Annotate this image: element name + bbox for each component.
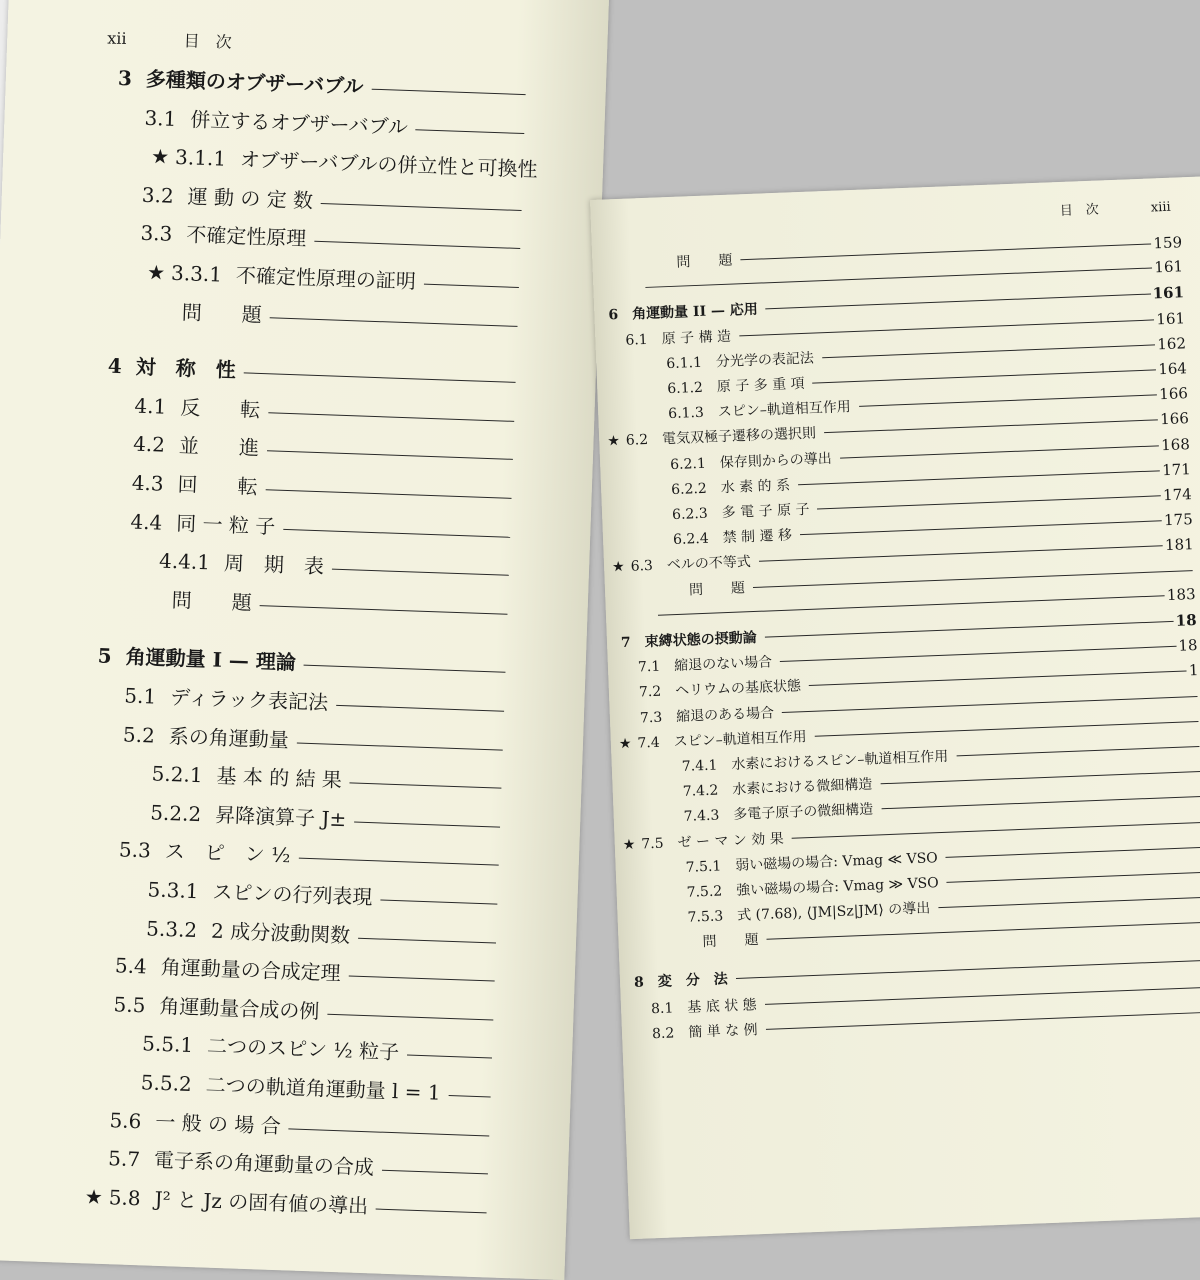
toc-leader-line: [314, 241, 520, 249]
toc-leader-line: [289, 1128, 490, 1136]
toc-leader-line: [813, 369, 1157, 383]
toc-leader-line: [946, 847, 1200, 858]
toc-leader-line: [792, 822, 1200, 839]
toc-entry-page: 18: [1178, 636, 1198, 655]
star-icon: ★: [619, 736, 632, 752]
toc-entry: [106, 1181, 487, 1223]
toc-entry-page: 181: [1165, 535, 1194, 554]
star-icon: ★: [147, 260, 166, 285]
toc-entry-title: 不確定性原理の証明: [236, 259, 417, 294]
toc-entry-number: 5.3: [119, 838, 152, 863]
toc-entry-title: J² と Jz の固有値の導出: [154, 1183, 369, 1219]
toc-entry-title: 禁 制 遷 移: [722, 525, 792, 548]
toc-entry: [140, 217, 521, 259]
toc-leader-line: [822, 344, 1156, 358]
left-page-header: [107, 25, 232, 52]
toc-entry-title: 併立するオブザーバブル: [190, 103, 408, 140]
toc-entry-title: 問 題: [689, 577, 746, 599]
toc-entry-title: ディラック表記法: [170, 681, 329, 715]
toc-leader-line: [260, 605, 508, 615]
toc-entry-title: 問 題: [181, 296, 262, 328]
toc-entry: [109, 1104, 490, 1146]
right-page-header: [1059, 196, 1171, 219]
toc-entry-number: 5.4: [115, 953, 148, 978]
toc-entry-title: 水素におけるスピン–軌道相互作用: [731, 746, 949, 774]
toc-leader-line: [938, 897, 1200, 908]
toc-entry: [130, 505, 511, 547]
toc-leader-line: [798, 470, 1160, 485]
toc-entry-title: ヘリウムの基底状態: [675, 676, 802, 701]
toc-leader-line: [350, 783, 502, 789]
toc-leader-line: [298, 858, 498, 866]
toc-leader-line: [859, 395, 1158, 407]
toc-entry-title: 角運動量 II — 応用: [632, 299, 758, 324]
toc-leader-line: [765, 987, 1200, 1005]
toc-entry-title: 昇降演算子 J±: [215, 798, 347, 832]
toc-leader-line: [740, 243, 1151, 260]
toc-entry-title: 2 成分波動関数: [211, 914, 351, 948]
toc-entry-number: 6.2.3: [672, 506, 708, 523]
toc-entry-page: 166: [1160, 410, 1189, 429]
toc-leader-line: [766, 1012, 1200, 1030]
toc-entry-number: 6.1.3: [668, 405, 704, 422]
toc-entry-number: 6.2.4: [673, 531, 709, 548]
toc-entry-title: スピンの行列表現: [212, 876, 373, 911]
star-icon: ★: [151, 144, 170, 169]
toc-leader-line: [297, 742, 503, 750]
toc-entry-title: 多 電 子 原 子: [721, 499, 810, 522]
toc-entry-number: 7.2: [639, 684, 662, 701]
toc-entry-page: 18: [1175, 611, 1197, 630]
left-page-number: xii: [107, 28, 127, 48]
toc-entry-number: 4.4: [130, 509, 163, 534]
toc-entry: [146, 912, 497, 953]
toc-entry-number: 3: [118, 66, 133, 90]
toc-entry-title: 問 題: [171, 584, 252, 616]
toc-entry-page: 166: [1159, 384, 1188, 403]
toc-entry-title: 原 子 構 造: [661, 325, 731, 348]
toc-entry-title: 縮退のある場合: [676, 702, 775, 726]
star-icon: ★: [84, 1184, 103, 1209]
toc-leader-line: [407, 1055, 492, 1059]
left-page-header-title: 目 次: [183, 28, 232, 53]
toc-leader-line: [780, 646, 1176, 662]
toc-entry-title: 運 動 の 定 数: [187, 180, 313, 213]
toc-leader-line: [645, 268, 1152, 288]
toc-entry: [144, 101, 525, 143]
right-toc-list: [590, 175, 1200, 200]
toc-entry-title: 多電子原子の微細構造: [733, 799, 874, 824]
toc-entry-title: 問 題: [702, 929, 759, 951]
toc-entry-number: 5.3.1: [147, 877, 199, 903]
toc-entry-number: 7: [621, 635, 631, 651]
toc-entry-number: 7.5.1: [685, 858, 721, 875]
toc-entry-title: スピン–軌道相互作用: [717, 396, 851, 421]
toc-entry-title: 回 転: [177, 468, 258, 500]
toc-entry-page: 159: [1153, 233, 1182, 252]
toc-leader-line: [267, 451, 513, 461]
toc-entry-title: 原 子 多 重 項: [716, 373, 805, 396]
toc-entry-number: 6.3: [630, 558, 653, 575]
toc-leader-line: [759, 546, 1163, 563]
toc-entry-number: 5.1: [124, 683, 157, 708]
toc-entry-page: 174: [1163, 485, 1192, 504]
toc-entry-number: 4.2: [133, 432, 166, 457]
toc-entry-title: 問 題: [676, 250, 733, 272]
toc-entry-number: 3.1.1: [175, 145, 227, 171]
toc-leader-line: [956, 746, 1199, 756]
toc-entry-number: 3.3.1: [171, 261, 223, 287]
toc-entry-title: 基 底 状 態: [687, 994, 757, 1017]
toc-entry-title: 分光学の表記法: [716, 347, 815, 371]
toc-entry: [150, 796, 501, 837]
toc-leader-line: [283, 528, 510, 537]
toc-leader-line: [327, 1014, 493, 1021]
right-page-number: xiii: [1151, 200, 1171, 216]
star-icon: ★: [612, 559, 625, 575]
toc-leader-line: [753, 570, 1193, 588]
toc-leader-line: [244, 373, 516, 383]
toc-entry-page: 183: [1167, 585, 1196, 604]
toc-entry-title: 縮退のない場合: [674, 652, 773, 676]
toc-entry-number: 6.2.2: [671, 481, 707, 498]
toc-entry-number: 5.5: [113, 992, 146, 1017]
toc-leader-line: [881, 796, 1200, 809]
toc-entry-title: 水素における微細構造: [732, 774, 873, 799]
toc-leader-line: [840, 445, 1160, 458]
toc-entry: [117, 62, 526, 105]
toc-entry: [159, 545, 510, 586]
toc-entry-number: 7.5.2: [686, 883, 722, 900]
toc-leader-line: [815, 721, 1199, 737]
toc-entry-number: 7.4.1: [682, 758, 718, 775]
toc-leader-line: [767, 922, 1200, 940]
toc-entry-title: ベルの不等式: [667, 551, 752, 574]
toc-entry-title: 二つの軌道角運動量 l = 1: [205, 1069, 441, 1106]
toc-entry: [113, 988, 494, 1030]
toc-entry-title: 角運動量 I — 理論: [125, 641, 296, 676]
toc-leader-line: [766, 294, 1151, 310]
toc-leader-line: [382, 1170, 488, 1175]
toc-entry-number: 7.4: [637, 735, 660, 752]
toc-entry: [173, 141, 524, 182]
toc-leader-line: [332, 569, 509, 576]
toc-entry-number: 4.1: [134, 393, 167, 418]
toc-leader-line: [947, 872, 1200, 883]
toc-entry-page: 168: [1161, 435, 1190, 454]
toc-leader-line: [765, 621, 1174, 638]
toc-leader-line: [371, 89, 525, 95]
toc-leader-line: [739, 319, 1154, 336]
toc-leader-line: [268, 412, 514, 422]
toc-entry-number: 5.3.2: [146, 916, 198, 942]
toc-entry-title: 多種類のオブザーバブル: [145, 63, 363, 100]
toc-entry-title: スピン–軌道相互作用: [673, 726, 807, 751]
toc-entry-title: 角運動量の合成定理: [160, 951, 341, 986]
toc-entry: [115, 949, 496, 991]
toc-entry-number: 7.4.3: [683, 808, 719, 825]
toc-entry-number: 4: [107, 354, 122, 378]
toc-entry: [133, 428, 514, 470]
toc-entry-title: 水 素 的 系: [720, 474, 790, 497]
toc-entry: [131, 467, 512, 509]
toc-entry: [119, 834, 500, 876]
toc-entry-title: 一 般 の 場 合: [155, 1105, 281, 1138]
toc-entry-number: 5.2.1: [151, 762, 203, 788]
toc-entry: [142, 1028, 493, 1069]
star-icon: ★: [622, 836, 635, 852]
toc-leader-line: [424, 284, 519, 288]
toc-entry-number: 6.1.2: [667, 380, 703, 397]
toc-entry-title: 並 進: [179, 430, 260, 462]
toc-leader-line: [736, 959, 1200, 978]
toc-entry: [97, 640, 506, 683]
toc-entry-title: 電気双極子遷移の選択則: [662, 423, 817, 449]
toc-entry-number: 6.2: [626, 432, 649, 449]
right-page-header-title: 目 次: [1059, 198, 1099, 218]
toc-entry-title: 不確定性原理: [186, 219, 307, 252]
toc-entry: [123, 718, 504, 760]
toc-entry-title: 同 一 粒 子: [176, 507, 276, 539]
toc-entry-number: 8.1: [651, 1000, 674, 1017]
toc-entry-title: 束縛状態の摂動論: [644, 627, 757, 651]
toc-entry: [134, 389, 515, 431]
toc-entry-title: 強い磁場の場合: Vmag ≫ VSO: [736, 872, 939, 900]
toc-entry-number: 7.5.3: [687, 909, 723, 926]
toc-entry-page: 171: [1162, 460, 1191, 479]
toc-entry-number: 7.3: [640, 709, 663, 726]
toc-entry-title: 二つのスピン ½ 粒子: [207, 1030, 400, 1066]
toc-entry-number: 5.2.2: [150, 800, 202, 826]
toc-entry-number: 3.2: [141, 183, 174, 208]
toc-entry: [107, 350, 516, 393]
toc-entry-number: 5.5.2: [140, 1070, 192, 1096]
toc-entry-number: 6.1: [625, 331, 648, 348]
toc-entry: [167, 295, 518, 336]
toc-entry: [141, 179, 522, 221]
toc-entry-title: 周 期 表: [224, 547, 325, 579]
toc-entry-title: 対 称 性: [135, 351, 236, 383]
toc-leader-line: [380, 899, 497, 904]
toc-entry-number: 5.2: [123, 722, 156, 747]
toc-entry-number: 6.2.1: [670, 455, 706, 472]
toc-leader-line: [880, 771, 1200, 784]
toc-entry-number: 7.5: [641, 835, 664, 852]
toc-leader-line: [416, 129, 525, 134]
toc-entry-number: 3.3: [140, 221, 173, 246]
toc-entry-page: 161: [1152, 284, 1184, 303]
toc-entry-page: 1: [1189, 661, 1199, 679]
toc-entry-number: 8.2: [652, 1025, 675, 1042]
star-icon: ★: [607, 433, 620, 449]
toc-entry: [151, 758, 502, 799]
toc-entry-title: ス ピ ン ½: [164, 835, 291, 868]
toc-entry-title: 系の角運動量: [168, 720, 289, 753]
toc-entry-title: 角運動量合成の例: [159, 990, 320, 1025]
toc-entry-number: 5.5.1: [142, 1032, 194, 1058]
toc-entry-number: 4.3: [131, 471, 164, 496]
toc-leader-line: [304, 665, 506, 673]
toc-entry-page: 161: [1154, 257, 1183, 276]
toc-entry-page: 161: [1156, 309, 1185, 328]
toc-leader-line: [321, 203, 522, 211]
toc-entry-title: ゼ ー マ ン 効 果: [677, 828, 784, 852]
toc-entry: [169, 257, 520, 298]
toc-entry: [124, 679, 505, 721]
toc-entry-title: 電子系の角運動量の合成: [154, 1144, 375, 1181]
toc-entry: [147, 873, 498, 914]
toc-entry-title: 保存則からの導出: [719, 448, 832, 472]
toc-leader-line: [270, 317, 518, 327]
toc-leader-line: [817, 495, 1161, 509]
toc-leader-line: [824, 420, 1158, 434]
toc-entry-number: 7.1: [638, 659, 661, 676]
toc-leader-line: [358, 937, 496, 943]
toc-entry: [140, 1066, 491, 1107]
toc-entry-title: 弱い磁場の場合: Vmag ≪ VSO: [735, 847, 938, 875]
toc-entry-number: 6: [608, 307, 618, 323]
toc-leader-line: [800, 520, 1162, 535]
toc-entry-number: 5.6: [109, 1108, 142, 1133]
toc-leader-line: [448, 1095, 490, 1097]
toc-leader-line: [782, 696, 1197, 713]
toc-entry-number: 8: [634, 974, 644, 990]
toc-entry-title: オブザーバブルの併立性と可換性: [240, 143, 538, 182]
toc-entry-title: 簡 単 な 例: [688, 1019, 758, 1042]
toc-entry-page: 175: [1164, 510, 1193, 529]
toc-entry-number: 4.4.1: [159, 549, 211, 575]
toc-leader-line: [658, 595, 1165, 615]
toc-entry-number: 5.7: [108, 1146, 141, 1171]
toc-entry-title: 変 分 法: [657, 968, 728, 991]
toc-leader-line: [265, 489, 511, 499]
toc-entry-number: 5: [97, 644, 112, 668]
toc-entry: [108, 1142, 489, 1184]
toc-leader-line: [354, 821, 500, 827]
toc-entry-title: 基 本 的 結 果: [216, 760, 342, 793]
right-page: [590, 175, 1200, 1239]
toc-entry-title: 反 転: [180, 391, 261, 423]
toc-entry-number: 7.4.2: [682, 783, 718, 800]
toc-leader-line: [349, 976, 495, 982]
toc-entry-number: 5.8: [108, 1185, 141, 1210]
toc-entry-number: 3.1: [144, 105, 177, 130]
toc-leader-line: [809, 671, 1187, 687]
toc-leader-line: [376, 1208, 487, 1213]
toc-entry-title: 式 (7.68), ⟨JM|Sz|JM⟩ の導出: [737, 898, 931, 925]
toc-entry-number: 6.1.1: [666, 355, 702, 372]
toc-entry-page: 164: [1158, 359, 1187, 378]
toc-entry: [157, 583, 508, 624]
toc-entry-page: 162: [1157, 334, 1186, 353]
toc-leader-line: [336, 705, 504, 712]
